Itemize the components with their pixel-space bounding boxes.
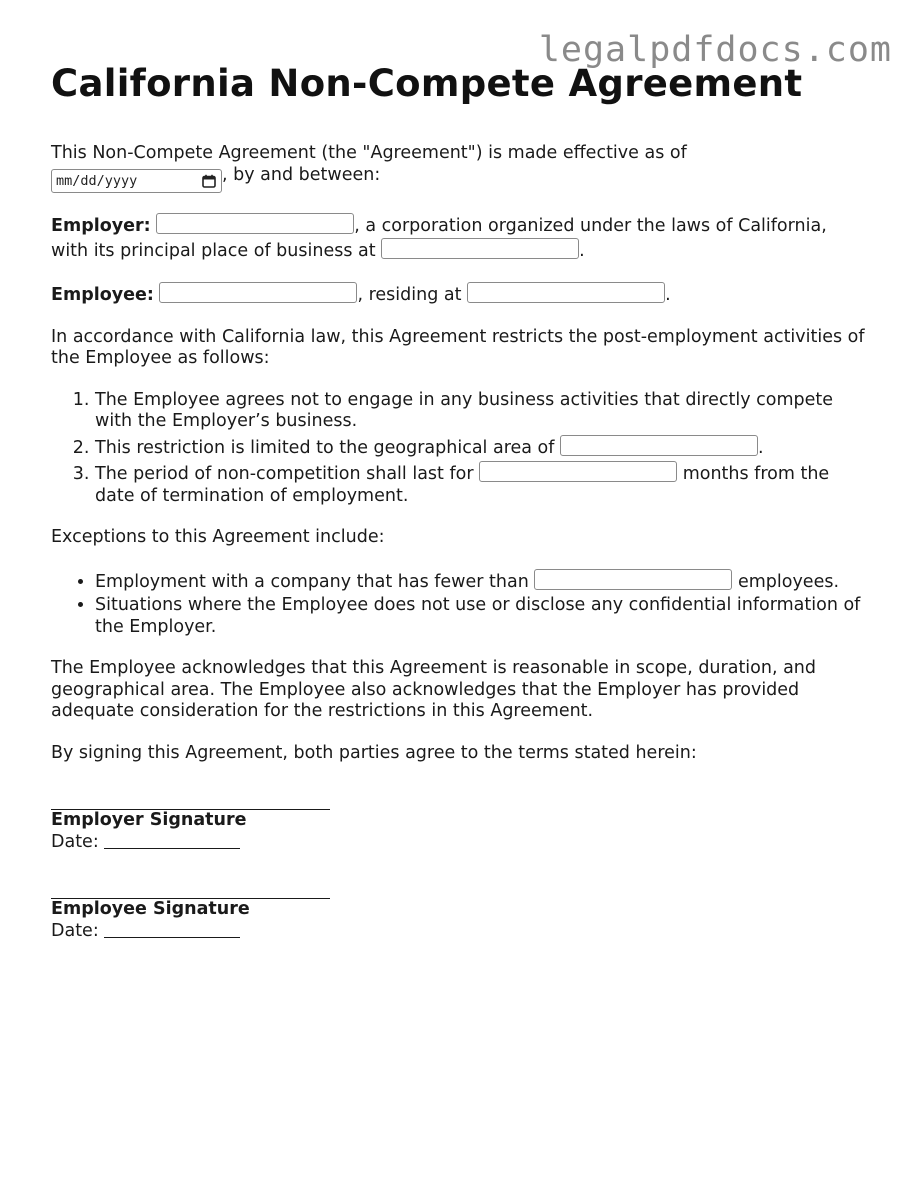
restriction-2-text: This restriction is limited to the geographical area of <box>95 437 555 458</box>
calendar-icon[interactable] <box>202 174 216 188</box>
employer-paragraph <box>51 213 871 262</box>
employee-name-input[interactable] <box>159 282 357 303</box>
intro-text: This Non-Compete Agreement (the "Agreement") is made effective as of <box>51 143 687 163</box>
restriction-1-text: The Employee agrees not to engage in any business activities that directly compete with the Employer’s business. <box>95 389 834 432</box>
employee-end: . <box>665 285 671 306</box>
employer-date-line[interactable] <box>104 833 240 849</box>
list-item <box>95 569 871 594</box>
employer-text-2: with its principal place of business at <box>51 240 376 261</box>
employee-label: Employee: <box>51 285 154 306</box>
employer-signature-line[interactable] <box>51 793 330 810</box>
list-item <box>95 390 871 433</box>
restrictions-list <box>51 390 871 508</box>
employer-signature-block <box>51 793 871 853</box>
employer-label: Employer: <box>51 216 151 237</box>
restrict-intro: In accordance with California law, this Agreement restricts the post-employment activities of the Employee as follows: <box>51 326 865 369</box>
effective-date-input[interactable] <box>51 169 222 193</box>
exception-2-text: Situations where the Employee does not use or disclose any confidential information of the Employer. <box>95 595 861 637</box>
employer-signature-label: Employer Signature <box>51 810 247 831</box>
date-placeholder: mm/dd/yyyy <box>56 172 138 189</box>
intro-after-date: , by and between: <box>222 164 381 185</box>
employee-date-line[interactable] <box>104 922 240 938</box>
employee-date-label: Date: <box>51 920 99 941</box>
signing-intro: By signing this Agreement, both parties agree to the terms stated herein: <box>51 742 697 763</box>
exceptions-list <box>51 569 871 639</box>
employee-signature-label: Employee Signature <box>51 899 250 920</box>
employer-end: . <box>579 240 585 261</box>
employee-signature-block <box>51 882 871 942</box>
employee-count-input[interactable] <box>534 569 732 590</box>
employer-name-input[interactable] <box>156 213 354 234</box>
list-item <box>95 435 871 460</box>
acknowledgment-paragraph: The Employee acknowledges that this Agreement is reasonable in scope, duration, and geographical area. The Employee also acknowledges that the Employer has provided adequate consideration for the restrictions in this Agreement. <box>51 658 817 722</box>
list-item <box>95 461 871 507</box>
employer-address-input[interactable] <box>381 238 579 259</box>
document-body <box>51 62 871 942</box>
restriction-3-text: The period of non-competition shall last for <box>95 464 474 485</box>
exception-1-end: employees. <box>737 571 840 592</box>
employer-text-1: , a corporation organized under the laws of California, <box>354 216 827 237</box>
employee-paragraph <box>51 282 871 307</box>
intro-paragraph <box>51 143 871 193</box>
restriction-2-end: . <box>758 437 764 458</box>
employee-text: , residing at <box>357 285 462 306</box>
months-input[interactable] <box>479 461 677 482</box>
exception-1-text: Employment with a company that has fewer than <box>95 571 529 592</box>
restriction-3-end: months from the date of termination of employment. <box>95 464 830 506</box>
employer-date-label: Date: <box>51 831 99 852</box>
list-item <box>95 595 871 638</box>
page-title: California Non-Compete Agreement <box>51 62 803 105</box>
employee-address-input[interactable] <box>467 282 665 303</box>
employee-signature-line[interactable] <box>51 882 330 899</box>
watermark: legalpdfdocs.com <box>538 30 892 70</box>
exceptions-intro: Exceptions to this Agreement include: <box>51 527 385 548</box>
geographical-area-input[interactable] <box>560 435 758 456</box>
